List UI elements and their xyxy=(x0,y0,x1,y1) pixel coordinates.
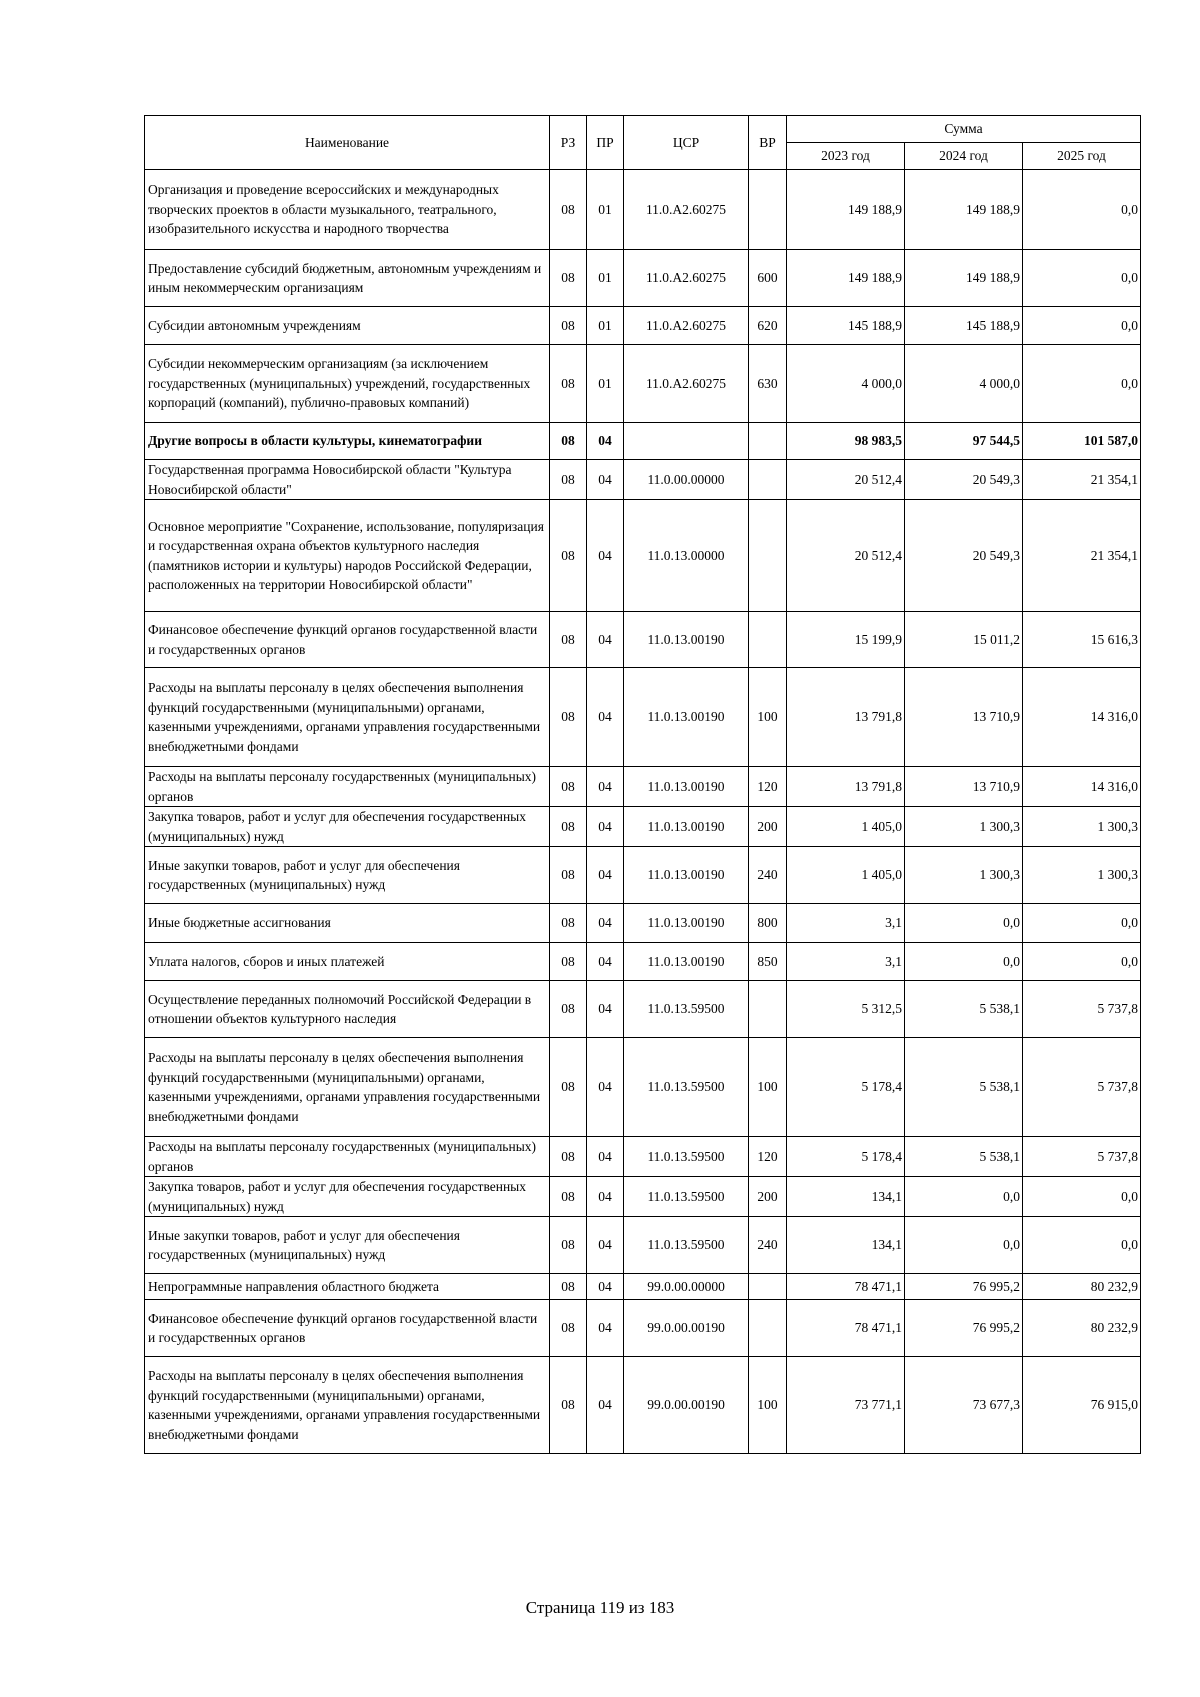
cell-pr: 04 xyxy=(587,460,624,500)
cell-2023: 1 405,0 xyxy=(787,847,905,904)
cell-csr: 99.0.00.00190 xyxy=(624,1357,749,1454)
header-year-2025: 2025 год xyxy=(1023,143,1141,170)
cell-pr: 04 xyxy=(587,1274,624,1300)
cell-name: Иные закупки товаров, работ и услуг для обеспечения государственных (муниципальных) нужд xyxy=(145,1217,550,1274)
cell-pr: 04 xyxy=(587,1357,624,1454)
cell-rz: 08 xyxy=(550,250,587,307)
cell-csr: 11.0.А2.60275 xyxy=(624,250,749,307)
cell-name: Другие вопросы в области культуры, кинематографии xyxy=(145,423,550,460)
cell-csr: 11.0.13.59500 xyxy=(624,1217,749,1274)
table-row xyxy=(145,460,1141,500)
cell-name: Расходы на выплаты персоналу государственных (муниципальных) органов xyxy=(145,1137,550,1177)
cell-name: Субсидии автономным учреждениям xyxy=(145,307,550,345)
cell-vr xyxy=(749,460,787,500)
cell-rz: 08 xyxy=(550,1274,587,1300)
cell-vr: 120 xyxy=(749,1137,787,1177)
cell-rz: 08 xyxy=(550,807,587,847)
cell-2025: 0,0 xyxy=(1023,904,1141,943)
cell-2024: 0,0 xyxy=(905,904,1023,943)
table-row xyxy=(145,943,1141,981)
cell-pr: 04 xyxy=(587,1038,624,1137)
cell-rz: 08 xyxy=(550,943,587,981)
cell-rz: 08 xyxy=(550,847,587,904)
cell-csr: 99.0.00.00000 xyxy=(624,1274,749,1300)
cell-2024: 149 188,9 xyxy=(905,170,1023,250)
cell-name: Непрограммные направления областного бюджета xyxy=(145,1274,550,1300)
cell-2024: 0,0 xyxy=(905,1217,1023,1274)
cell-2023: 20 512,4 xyxy=(787,500,905,612)
cell-2025: 21 354,1 xyxy=(1023,460,1141,500)
cell-2024: 0,0 xyxy=(905,943,1023,981)
cell-csr: 11.0.13.00190 xyxy=(624,668,749,767)
table-row xyxy=(145,250,1141,307)
cell-2023: 3,1 xyxy=(787,943,905,981)
cell-name: Иные бюджетные ассигнования xyxy=(145,904,550,943)
cell-vr: 100 xyxy=(749,1038,787,1137)
cell-vr xyxy=(749,1300,787,1357)
header-row xyxy=(145,116,1141,143)
cell-name: Иные закупки товаров, работ и услуг для обеспечения государственных (муниципальных) нужд xyxy=(145,847,550,904)
cell-vr xyxy=(749,1274,787,1300)
header-vr: ВР xyxy=(749,116,787,170)
cell-pr: 01 xyxy=(587,250,624,307)
cell-csr: 11.0.13.59500 xyxy=(624,1137,749,1177)
table-row xyxy=(145,1274,1141,1300)
cell-csr: 11.0.А2.60275 xyxy=(624,170,749,250)
cell-csr: 11.0.13.59500 xyxy=(624,1177,749,1217)
cell-vr: 100 xyxy=(749,1357,787,1454)
budget-table xyxy=(144,115,1141,1454)
cell-rz: 08 xyxy=(550,612,587,668)
cell-2024: 73 677,3 xyxy=(905,1357,1023,1454)
cell-rz: 08 xyxy=(550,1217,587,1274)
cell-2025: 0,0 xyxy=(1023,345,1141,423)
cell-name: Финансовое обеспечение функций органов государственной власти и государственных органов xyxy=(145,612,550,668)
cell-name: Финансовое обеспечение функций органов государственной власти и государственных органов xyxy=(145,1300,550,1357)
cell-vr xyxy=(749,170,787,250)
table-row xyxy=(145,1217,1141,1274)
cell-pr: 04 xyxy=(587,943,624,981)
cell-pr: 04 xyxy=(587,1300,624,1357)
cell-csr: 11.0.13.59500 xyxy=(624,1038,749,1137)
cell-2025: 101 587,0 xyxy=(1023,423,1141,460)
cell-csr: 11.0.13.00190 xyxy=(624,612,749,668)
table-row xyxy=(145,1137,1141,1177)
cell-rz: 08 xyxy=(550,460,587,500)
cell-rz: 08 xyxy=(550,1038,587,1137)
cell-name: Предоставление субсидий бюджетным, автономным учреждениям и иным некоммерческим организациям xyxy=(145,250,550,307)
cell-2023: 145 188,9 xyxy=(787,307,905,345)
cell-name: Расходы на выплаты персоналу в целях обеспечения выполнения функций государственными (муниципальными) органами, казенными учреждениями, органами управления государственными внебюджетными фондами xyxy=(145,1038,550,1137)
cell-vr xyxy=(749,500,787,612)
cell-vr: 240 xyxy=(749,1217,787,1274)
table-row xyxy=(145,1300,1141,1357)
cell-vr xyxy=(749,423,787,460)
cell-csr: 11.0.13.59500 xyxy=(624,981,749,1038)
cell-pr: 01 xyxy=(587,345,624,423)
cell-vr: 800 xyxy=(749,904,787,943)
cell-2024: 13 710,9 xyxy=(905,767,1023,807)
cell-pr: 04 xyxy=(587,981,624,1038)
cell-2024: 5 538,1 xyxy=(905,1038,1023,1137)
cell-2023: 5 178,4 xyxy=(787,1137,905,1177)
cell-2025: 76 915,0 xyxy=(1023,1357,1141,1454)
cell-2024: 4 000,0 xyxy=(905,345,1023,423)
cell-rz: 08 xyxy=(550,307,587,345)
cell-name: Организация и проведение всероссийских и международных творческих проектов в области музыкального, театрального, изобразительного искусства и народного творчества xyxy=(145,170,550,250)
cell-2025: 14 316,0 xyxy=(1023,767,1141,807)
cell-name: Расходы на выплаты персоналу в целях обеспечения выполнения функций государственными (муниципальными) органами, казенными учреждениями, органами управления государственными внебюджетными фондами xyxy=(145,668,550,767)
cell-2025: 80 232,9 xyxy=(1023,1300,1141,1357)
cell-name: Расходы на выплаты персоналу в целях обеспечения выполнения функций государственными (муниципальными) органами, казенными учреждениями, органами управления государственными внебюджетными фондами xyxy=(145,1357,550,1454)
table-row xyxy=(145,500,1141,612)
cell-csr: 11.0.13.00190 xyxy=(624,904,749,943)
cell-csr: 11.0.13.00000 xyxy=(624,500,749,612)
cell-pr: 04 xyxy=(587,1217,624,1274)
cell-rz: 08 xyxy=(550,423,587,460)
table-row xyxy=(145,423,1141,460)
cell-rz: 08 xyxy=(550,1300,587,1357)
cell-2025: 80 232,9 xyxy=(1023,1274,1141,1300)
cell-pr: 04 xyxy=(587,668,624,767)
cell-2023: 149 188,9 xyxy=(787,250,905,307)
cell-rz: 08 xyxy=(550,767,587,807)
cell-pr: 04 xyxy=(587,500,624,612)
cell-2025: 0,0 xyxy=(1023,1217,1141,1274)
cell-rz: 08 xyxy=(550,1177,587,1217)
cell-vr: 200 xyxy=(749,1177,787,1217)
page-number: Страница 119 из 183 xyxy=(525,1598,675,1617)
cell-2025: 14 316,0 xyxy=(1023,668,1141,767)
cell-name: Расходы на выплаты персоналу государственных (муниципальных) органов xyxy=(145,767,550,807)
cell-csr: 11.0.А2.60275 xyxy=(624,345,749,423)
cell-2025: 0,0 xyxy=(1023,170,1141,250)
cell-name: Основное мероприятие "Сохранение, использование, популяризация и государственная охрана объектов культурного наследия (памятников истории и культуры) народов Российской Федерации, расположенных на территории Новосибирской области" xyxy=(145,500,550,612)
cell-2023: 3,1 xyxy=(787,904,905,943)
table-row xyxy=(145,1357,1141,1454)
cell-vr: 850 xyxy=(749,943,787,981)
cell-name: Осуществление переданных полномочий Российской Федерации в отношении объектов культурного наследия xyxy=(145,981,550,1038)
header-name: Наименование xyxy=(145,116,550,170)
cell-vr: 120 xyxy=(749,767,787,807)
table-row xyxy=(145,307,1141,345)
header-csr: ЦСР xyxy=(624,116,749,170)
cell-2023: 78 471,1 xyxy=(787,1274,905,1300)
cell-2024: 145 188,9 xyxy=(905,307,1023,345)
table-header xyxy=(145,116,1141,170)
cell-rz: 08 xyxy=(550,1357,587,1454)
cell-pr: 01 xyxy=(587,170,624,250)
cell-2024: 97 544,5 xyxy=(905,423,1023,460)
cell-2025: 0,0 xyxy=(1023,943,1141,981)
cell-rz: 08 xyxy=(550,904,587,943)
cell-csr: 11.0.00.00000 xyxy=(624,460,749,500)
cell-csr: 11.0.13.00190 xyxy=(624,807,749,847)
cell-2025: 1 300,3 xyxy=(1023,847,1141,904)
cell-2023: 20 512,4 xyxy=(787,460,905,500)
cell-rz: 08 xyxy=(550,170,587,250)
table-row xyxy=(145,981,1141,1038)
cell-2023: 149 188,9 xyxy=(787,170,905,250)
cell-vr xyxy=(749,981,787,1038)
header-year-2023: 2023 год xyxy=(787,143,905,170)
cell-rz: 08 xyxy=(550,981,587,1038)
cell-csr xyxy=(624,423,749,460)
table-row xyxy=(145,668,1141,767)
table-row xyxy=(145,807,1141,847)
cell-2025: 5 737,8 xyxy=(1023,981,1141,1038)
cell-2025: 21 354,1 xyxy=(1023,500,1141,612)
cell-2025: 0,0 xyxy=(1023,250,1141,307)
cell-2024: 20 549,3 xyxy=(905,460,1023,500)
cell-2023: 1 405,0 xyxy=(787,807,905,847)
cell-pr: 01 xyxy=(587,307,624,345)
cell-pr: 04 xyxy=(587,847,624,904)
cell-2025: 5 737,8 xyxy=(1023,1137,1141,1177)
cell-2023: 98 983,5 xyxy=(787,423,905,460)
cell-vr: 100 xyxy=(749,668,787,767)
cell-pr: 04 xyxy=(587,423,624,460)
cell-2023: 13 791,8 xyxy=(787,668,905,767)
cell-pr: 04 xyxy=(587,904,624,943)
header-pr: ПР xyxy=(587,116,624,170)
table-row xyxy=(145,345,1141,423)
cell-csr: 99.0.00.00190 xyxy=(624,1300,749,1357)
cell-name: Государственная программа Новосибирской области "Культура Новосибирской области" xyxy=(145,460,550,500)
cell-2023: 5 312,5 xyxy=(787,981,905,1038)
cell-vr: 620 xyxy=(749,307,787,345)
header-rz: РЗ xyxy=(550,116,587,170)
cell-2023: 73 771,1 xyxy=(787,1357,905,1454)
cell-2024: 15 011,2 xyxy=(905,612,1023,668)
cell-2023: 4 000,0 xyxy=(787,345,905,423)
table-row xyxy=(145,904,1141,943)
cell-2025: 0,0 xyxy=(1023,1177,1141,1217)
cell-2025: 1 300,3 xyxy=(1023,807,1141,847)
table-row xyxy=(145,1177,1141,1217)
header-year-2024: 2024 год xyxy=(905,143,1023,170)
cell-vr: 630 xyxy=(749,345,787,423)
cell-pr: 04 xyxy=(587,807,624,847)
cell-2023: 134,1 xyxy=(787,1217,905,1274)
table-row xyxy=(145,170,1141,250)
cell-2023: 78 471,1 xyxy=(787,1300,905,1357)
cell-2024: 5 538,1 xyxy=(905,1137,1023,1177)
cell-csr: 11.0.13.00190 xyxy=(624,847,749,904)
table-row xyxy=(145,767,1141,807)
cell-2024: 1 300,3 xyxy=(905,807,1023,847)
cell-2023: 5 178,4 xyxy=(787,1038,905,1137)
cell-2024: 1 300,3 xyxy=(905,847,1023,904)
cell-rz: 08 xyxy=(550,500,587,612)
cell-2025: 15 616,3 xyxy=(1023,612,1141,668)
cell-2025: 0,0 xyxy=(1023,307,1141,345)
cell-2024: 13 710,9 xyxy=(905,668,1023,767)
cell-name: Уплата налогов, сборов и иных платежей xyxy=(145,943,550,981)
cell-2024: 0,0 xyxy=(905,1177,1023,1217)
cell-2023: 134,1 xyxy=(787,1177,905,1217)
cell-csr: 11.0.А2.60275 xyxy=(624,307,749,345)
cell-name: Закупка товаров, работ и услуг для обеспечения государственных (муниципальных) нужд xyxy=(145,1177,550,1217)
cell-2023: 13 791,8 xyxy=(787,767,905,807)
cell-rz: 08 xyxy=(550,668,587,767)
cell-csr: 11.0.13.00190 xyxy=(624,767,749,807)
cell-name: Закупка товаров, работ и услуг для обеспечения государственных (муниципальных) нужд xyxy=(145,807,550,847)
cell-vr xyxy=(749,612,787,668)
table-row xyxy=(145,847,1141,904)
cell-pr: 04 xyxy=(587,612,624,668)
cell-2024: 20 549,3 xyxy=(905,500,1023,612)
cell-pr: 04 xyxy=(587,1177,624,1217)
cell-rz: 08 xyxy=(550,345,587,423)
table-body xyxy=(145,170,1141,1454)
cell-pr: 04 xyxy=(587,767,624,807)
cell-2024: 149 188,9 xyxy=(905,250,1023,307)
cell-pr: 04 xyxy=(587,1137,624,1177)
cell-vr: 240 xyxy=(749,847,787,904)
cell-2024: 76 995,2 xyxy=(905,1300,1023,1357)
table-row xyxy=(145,1038,1141,1137)
cell-name: Субсидии некоммерческим организациям (за исключением государственных (муниципальных) учреждений, государственных корпораций (компаний), публично-правовых компаний) xyxy=(145,345,550,423)
cell-vr: 200 xyxy=(749,807,787,847)
header-sum: Сумма xyxy=(787,116,1141,143)
cell-csr: 11.0.13.00190 xyxy=(624,943,749,981)
cell-2024: 5 538,1 xyxy=(905,981,1023,1038)
cell-vr: 600 xyxy=(749,250,787,307)
cell-2024: 76 995,2 xyxy=(905,1274,1023,1300)
cell-2025: 5 737,8 xyxy=(1023,1038,1141,1137)
cell-2023: 15 199,9 xyxy=(787,612,905,668)
cell-rz: 08 xyxy=(550,1137,587,1177)
table-row xyxy=(145,612,1141,668)
